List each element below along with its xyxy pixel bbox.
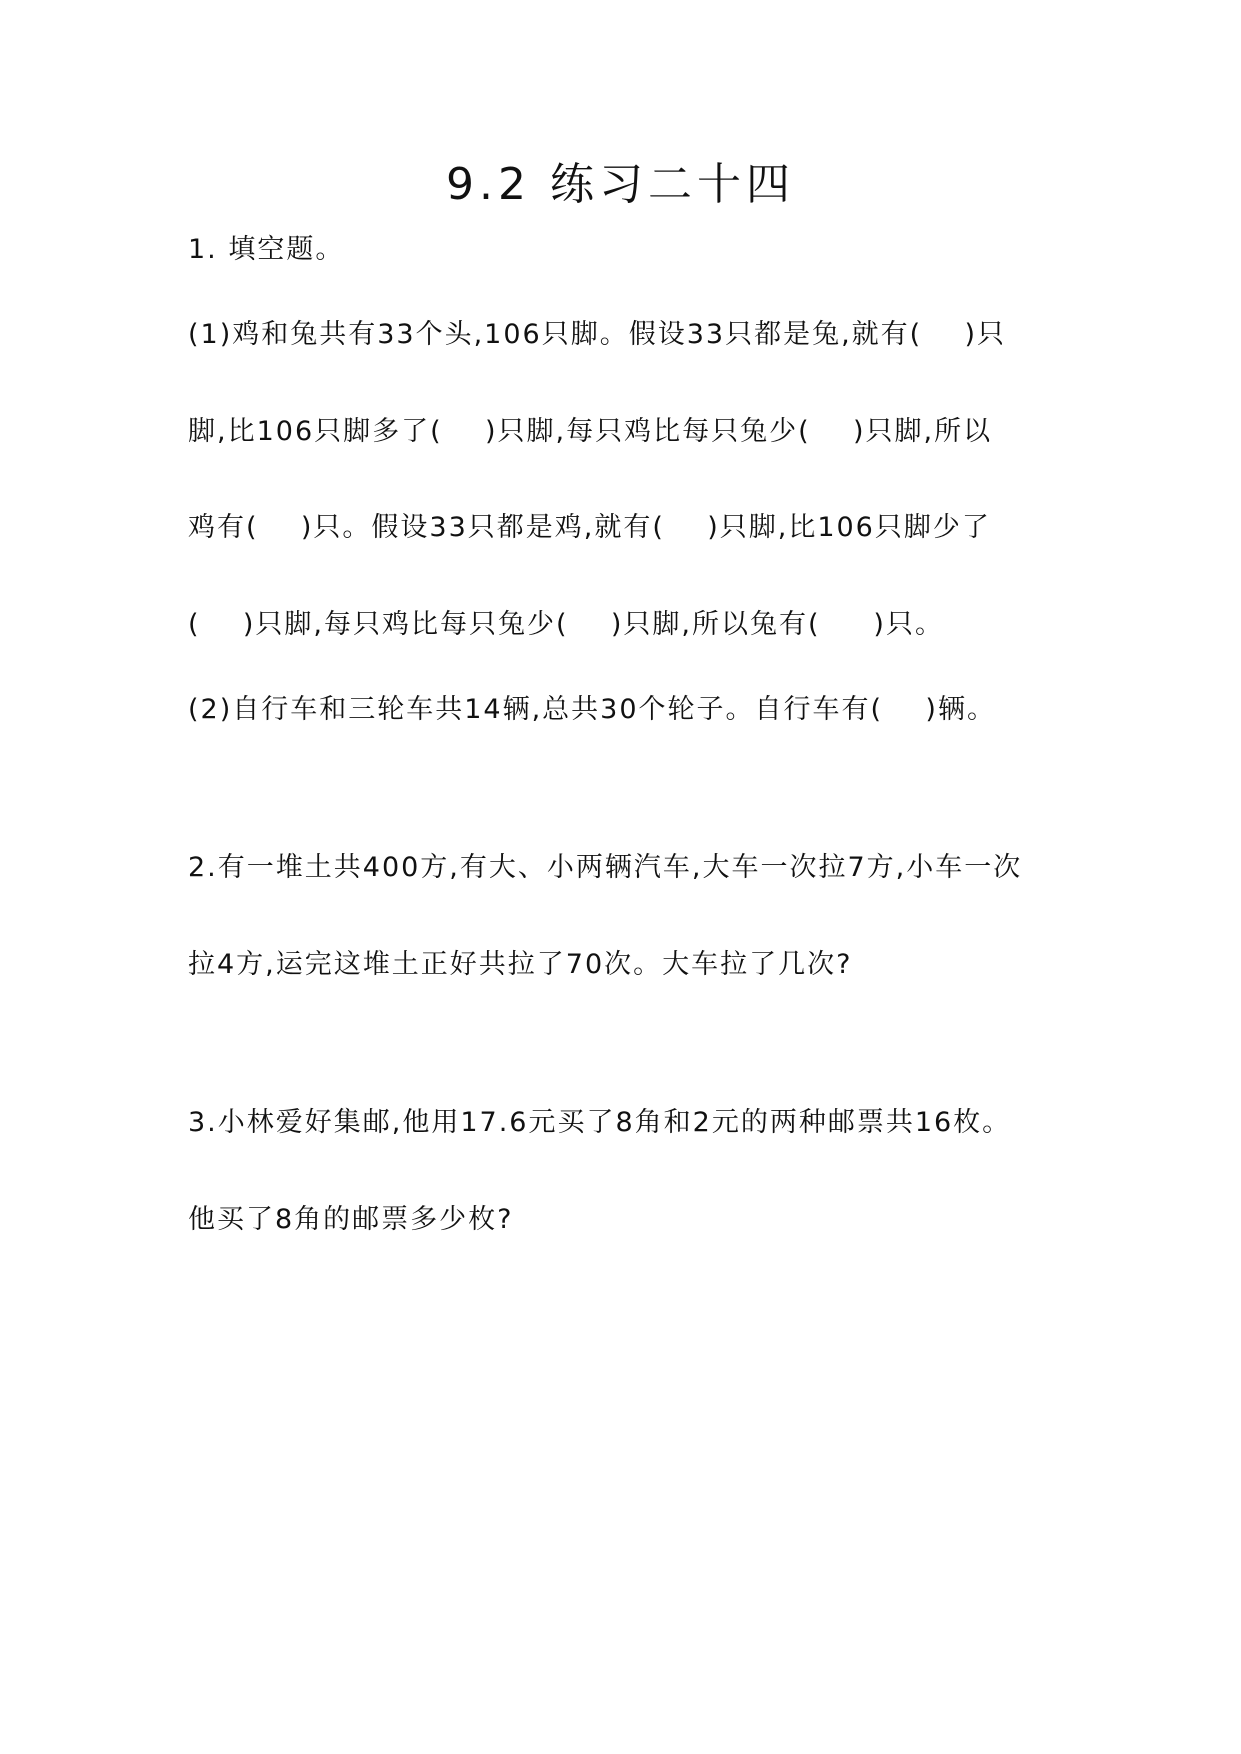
question-1-1-line-1: (1)鸡和兔共有33个头,106只脚。假设33只都是兔,就有( )只 xyxy=(188,319,1007,350)
question-2-line-1: 2.有一堆土共400方,有大、小两辆汽车,大车一次拉7方,小车一次 xyxy=(188,852,1023,883)
question-1-1-line-2: 脚,比106只脚多了( )只脚,每只鸡比每只兔少( )只脚,所以 xyxy=(188,416,993,447)
question-3-line-1: 3.小林爱好集邮,他用17.6元买了8角和2元的两种邮票共16枚。 xyxy=(188,1107,1012,1138)
question-2-line-2: 拉4方,运完这堆土正好共拉了70次。大车拉了几次? xyxy=(188,949,853,980)
question-1-1-line-4: ( )只脚,每只鸡比每只兔少( )只脚,所以兔有( )只。 xyxy=(188,609,944,640)
question-1-1-line-3: 鸡有( )只。假设33只都是鸡,就有( )只脚,比106只脚少了 xyxy=(188,512,991,543)
page-title: 9.2 练习二十四 xyxy=(446,159,795,210)
question-1-heading: 1. 填空题。 xyxy=(188,234,345,265)
question-1-2: (2)自行车和三轮车共14辆,总共30个轮子。自行车有( )辆。 xyxy=(188,694,996,725)
question-3-line-2: 他买了8角的邮票多少枚? xyxy=(188,1204,514,1235)
